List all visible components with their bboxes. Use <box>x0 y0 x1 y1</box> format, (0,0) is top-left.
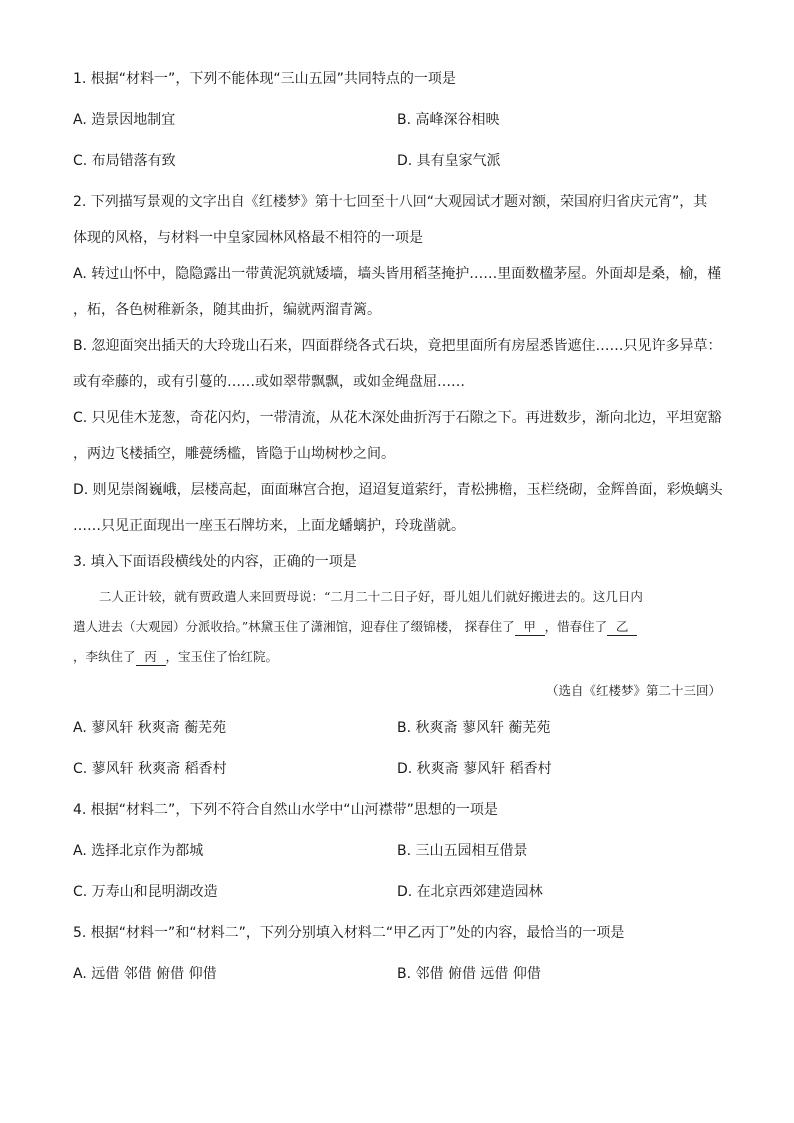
question-3-passage <box>73 587 723 667</box>
question-2-option-c-line-2: ，两边飞楼插空，雕甍绣槛，皆隐于山坳树杪之间。 <box>73 446 395 462</box>
question-4-option-d: D. 在北京西郊建造园林 <box>397 884 543 900</box>
question-3-option-c: C. 蓼风轩 秋爽斋 稻香村 <box>73 761 227 777</box>
question-1-option-a: A. 造景因地制宜 <box>73 112 176 128</box>
passage-source: （选自《红楼梦》第二十三回） <box>545 683 721 698</box>
question-2-stem-line-1: 2. 下列描写景观的文字出自《红楼梦》第十七回至十八回“大观园试才题对额，荣国府归省庆元宵”，其 <box>73 194 708 210</box>
question-2-option-c <box>73 407 723 465</box>
passage-line-1: 二人正计较，就有贾政遣人来回贾母说：“二月二十二日子好，哥儿姐儿们就好搬进去的。这几日内 <box>99 589 643 604</box>
question-5-option-b: B. 邻借 俯借 远借 仰借 <box>397 966 541 982</box>
question-1-option-c: C. 布局错落有致 <box>73 153 176 169</box>
question-1-options-row-2 <box>73 150 723 172</box>
passage-line-3 <box>73 647 723 667</box>
question-2-option-c-line-1: C. 只见佳木茏葱，奇花闪灼，一带清流，从花木深处曲折泻于石隙之下。再进数步，渐向北边，平坦宽豁 <box>73 410 722 426</box>
question-2-option-d-line-1: D. 则见崇阁巍峨，层楼高起，面面琳宫合抱，迢迢复道萦纡，青松拂檐，玉栏绕砌，金辉兽面，彩焕螭头 <box>73 482 723 498</box>
exam-page <box>73 68 723 1004</box>
question-3-options-row-1 <box>73 717 723 739</box>
question-5-options-row-1 <box>73 963 723 985</box>
blank-bing: 丙 <box>136 649 166 666</box>
question-3-option-d: D. 秋爽斋 蓼风轩 稻香村 <box>397 761 552 777</box>
passage-line-2-text-b: ，惜春住了 <box>544 619 608 634</box>
passage-line-2 <box>73 617 723 637</box>
question-2-stem <box>73 191 723 249</box>
question-4-options-row-1 <box>73 840 723 862</box>
passage-line-2-text-a: 遣人进去（大观园）分派收拾。”林黛玉住了潇湘馆，迎春住了缀锦楼， 探春住了 <box>73 619 515 634</box>
question-4-option-b: B. 三山五园相互借景 <box>397 843 528 859</box>
question-5-stem: 5. 根据“材料一”和“材料二”，下列分别填入材料二“甲乙丙丁”处的内容，最恰当的一项是 <box>73 925 625 941</box>
blank-yi: 乙 <box>607 619 637 636</box>
blank-jia: 甲 <box>515 619 545 636</box>
question-4-option-a: A. 选择北京作为都城 <box>73 843 204 859</box>
question-4-option-c: C. 万寿山和昆明湖改造 <box>73 884 218 900</box>
question-1-option-b: B. 高峰深谷相映 <box>397 112 500 128</box>
question-3-stem: 3. 填入下面语段横线处的内容，正确的一项是 <box>73 554 357 570</box>
question-4-stem: 4. 根据“材料二”，下列不符合自然山水学中“山河襟带”思想的一项是 <box>73 802 498 818</box>
question-2-option-a-line-2: ，柘，各色树稚新条，随其曲折，编就两溜青篱。 <box>73 302 381 318</box>
question-2-option-b <box>73 335 723 393</box>
question-2-option-d-line-2: ……只见正面现出一座玉石牌坊来，上面龙蟠螭护，玲珑凿就。 <box>73 518 465 534</box>
question-1-options-row-1 <box>73 109 723 131</box>
question-3-option-a: A. 蓼风轩 秋爽斋 蘅芜苑 <box>73 720 227 736</box>
question-2-option-a-line-1: A. 转过山怀中，隐隐露出一带黄泥筑就矮墙，墙头皆用稻茎掩护……里面数楹茅屋。外面却是桑，榆，槿 <box>73 266 722 282</box>
question-4-options-row-2 <box>73 881 723 903</box>
question-3-options-row-2 <box>73 758 723 780</box>
question-2-stem-line-2: 体现的风格，与材料一中皇家园林风格最不相符的一项是 <box>73 230 423 246</box>
question-1-option-d: D. 具有皇家气派 <box>397 153 501 169</box>
question-3-option-b: B. 秋爽斋 蓼风轩 蘅芜苑 <box>397 720 551 736</box>
question-5-option-a: A. 远借 邻借 俯借 仰借 <box>73 966 217 982</box>
question-2-option-b-line-1: B. 忽迎面突出插天的大玲珑山石来，四面群绕各式石块，竟把里面所有房屋悉皆遮住……只见许多异草： <box>73 338 722 354</box>
question-1-stem: 1. 根据“材料一”，下列不能体现“三山五园”共同特点的一项是 <box>73 71 456 87</box>
question-2-option-d <box>73 479 723 537</box>
passage-line-3-text-b: ，宝玉住了怡红院。 <box>165 649 279 664</box>
question-2-option-b-line-2: 或有牵藤的，或有引蔓的……或如翠带飘飘，或如金绳盘屈…… <box>73 374 465 390</box>
passage-line-3-text-a: ，李纨住了 <box>73 649 136 664</box>
question-2-option-a <box>73 263 723 321</box>
